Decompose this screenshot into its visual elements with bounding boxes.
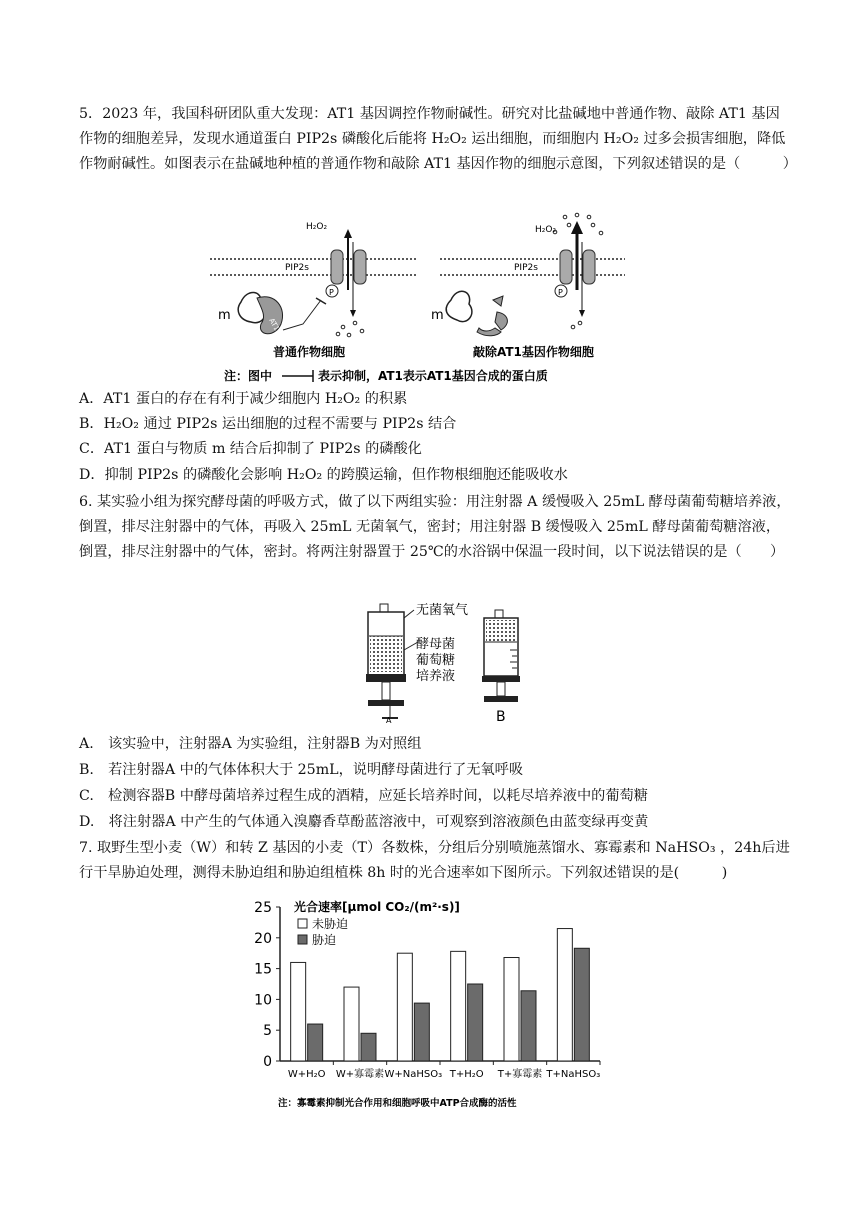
question-7 — [79, 836, 791, 886]
caption-right: 敲除AT1基因作物细胞 — [473, 345, 594, 359]
at1-label-left: AT1 — [267, 317, 281, 333]
y-tick-label: 10 — [254, 992, 272, 1009]
figure-bar-chart — [250, 893, 620, 1113]
h2o2-label-right: H₂O₂ — [535, 225, 557, 235]
q5-option-c: C．AT1 蛋白与物质 m 结合后抑制了 PIP2s 的磷酸化 — [79, 441, 422, 457]
syringe-a-label: A — [386, 716, 392, 724]
bar-unstressed — [291, 962, 306, 1061]
q6-option-d: D. 将注射器A 中产生的气体通入溴麝香草酚蓝溶液中，可观察到溶液颜色由蓝变绿再变黄 — [79, 814, 649, 830]
caption-left: 普通作物细胞 — [273, 345, 346, 359]
pip2s-channel-left — [326, 229, 366, 337]
legend-label-stressed: 胁迫 — [312, 933, 337, 947]
y-tick-label: 20 — [254, 930, 272, 947]
chart-note: 注：寡霉素抑制光合作用和细胞呼吸中ATP合成酶的活性 — [278, 1098, 517, 1109]
bar-stressed — [521, 991, 536, 1061]
label-yeast-3: 培养液 — [416, 669, 456, 684]
label-sterile-oxygen: 无菌氧气 — [416, 603, 469, 618]
cell-diagram-svg — [205, 212, 630, 388]
figure-cell-diagram — [205, 212, 630, 388]
q6-option-b: B. 若注射器A 中的气体体积大于 25mL，说明酵母菌进行了无氧呼吸 — [79, 762, 524, 778]
y-tick-label: 0 — [263, 1054, 272, 1070]
pip2s-label-left: PIP2s — [285, 263, 309, 273]
y-tick-label: 25 — [254, 900, 272, 916]
syringe-a — [366, 604, 418, 718]
syringe-b — [482, 610, 520, 702]
chart-title: 光合速率[μmol CO₂/(m²·s)] — [294, 900, 460, 914]
x-tick-label: T+NaHSO₃ — [546, 1069, 601, 1080]
y-tick-label: 15 — [254, 961, 272, 978]
m-label-right: m — [431, 308, 444, 323]
question-5 — [79, 102, 797, 177]
bar-unstressed — [504, 958, 519, 1061]
phosphate-label-right: P — [558, 288, 563, 297]
q5-option-b: B．H₂O₂ 通过 PIP2s 运出细胞的过程不需要与 PIP2s 结合 — [79, 416, 457, 432]
y-tick-label: 5 — [263, 1023, 272, 1040]
q5-option-a: A．AT1 蛋白的存在有利于减少细胞内 H₂O₂ 的积累 — [79, 391, 408, 407]
bar-stressed — [308, 1024, 323, 1061]
q6-option-a: A. 该实验中，注射器A 为实验组，注射器B 为对照组 — [79, 736, 422, 752]
question-6-stem: 6. 某实验小组为探究酵母菌的呼吸方式，做了以下两组实验：用注射器 A 缓慢吸入 25mL 酵母菌葡萄糖培养液，倒置，排尽注射器中的气体，再吸入 25mL 无菌氧气，密封；用注射器 B 缓慢吸入 25mL 酵母菌葡萄糖溶液，倒置，排尽注射器中的气体，密封。将两注射器置于 25℃的水浴锅中保温一段时间，以下说法错误的是（ ） — [79, 494, 791, 560]
legend-swatch-stressed — [298, 935, 307, 944]
syringe-b-label: B — [496, 709, 506, 724]
x-tick-label: W+H₂O — [287, 1069, 326, 1080]
question-7-stem: 7. 取野生型小麦（W）和转 Z 基因的小麦（T）各数株，分组后分别喷施蒸馏水、寡霉素和 NaHSO₃ ，24h后进行干旱胁迫处理，测得未胁迫组和胁迫组植株 8h 时的光合速率如下图所示。下列叙述错误的是( ) — [79, 840, 790, 881]
bar-unstressed — [397, 953, 412, 1061]
pip2s-label-right: PIP2s — [514, 263, 538, 273]
bar-stressed — [361, 1033, 376, 1061]
syringes-svg — [360, 602, 540, 724]
figure-note-prefix: 注：图中 — [224, 369, 273, 383]
bar-stressed — [468, 984, 483, 1061]
q5-option-d: D．抑制 PIP2s 的磷酸化会影响 H₂O₂ 的跨膜运输，但作物根细胞还能吸收水 — [79, 467, 568, 483]
bar-stressed — [414, 1003, 429, 1061]
x-tick-label: T+寡霉素 — [497, 1069, 543, 1080]
bar-chart-svg — [250, 893, 620, 1113]
legend-label-unstressed: 未胁迫 — [312, 917, 349, 931]
m-label-left: m — [218, 308, 231, 323]
x-tick-label: T+H₂O — [449, 1069, 484, 1080]
bar-unstressed — [344, 987, 359, 1061]
label-yeast-1: 酵母菌 — [416, 637, 456, 652]
h2o2-label-left: H₂O₂ — [306, 222, 328, 232]
figure-note-suffix: 表示抑制，AT1表示AT1基因合成的蛋白质 — [318, 369, 548, 383]
bar-unstressed — [451, 951, 466, 1061]
figure-syringes — [360, 602, 540, 724]
question-5-stem: 5．2023 年，我国科研团队重大发现：AT1 基因调控作物耐碱性。研究对比盐碱地中普通作物、敲除 AT1 基因作物的细胞差异，发现水通道蛋白 PIP2s 磷酸化后能将 H₂O₂ 运出细胞，而细胞内 H₂O₂ 过多会损害细胞，降低作物耐碱性。如图表示在盐碱地种植的普通作物和敲除 AT1 基因作物的细胞示意图，下列叙述错误的是（ ） — [79, 106, 797, 172]
question-6 — [79, 490, 791, 565]
x-tick-label: W+NaHSO₃ — [384, 1069, 443, 1080]
phosphate-label-left: P — [329, 288, 334, 297]
bar-unstressed — [557, 929, 572, 1061]
bar-stressed — [574, 948, 589, 1061]
x-tick-label: W+寡霉素 — [335, 1069, 385, 1080]
q6-option-c: C. 检测容器B 中酵母菌培养过程生成的酒精，应延长培养时间，以耗尽培养液中的葡萄糖 — [79, 788, 648, 804]
label-yeast-2: 葡萄糖 — [416, 653, 456, 668]
pip2s-channel-right — [553, 213, 603, 329]
legend-swatch-unstressed — [298, 919, 307, 928]
